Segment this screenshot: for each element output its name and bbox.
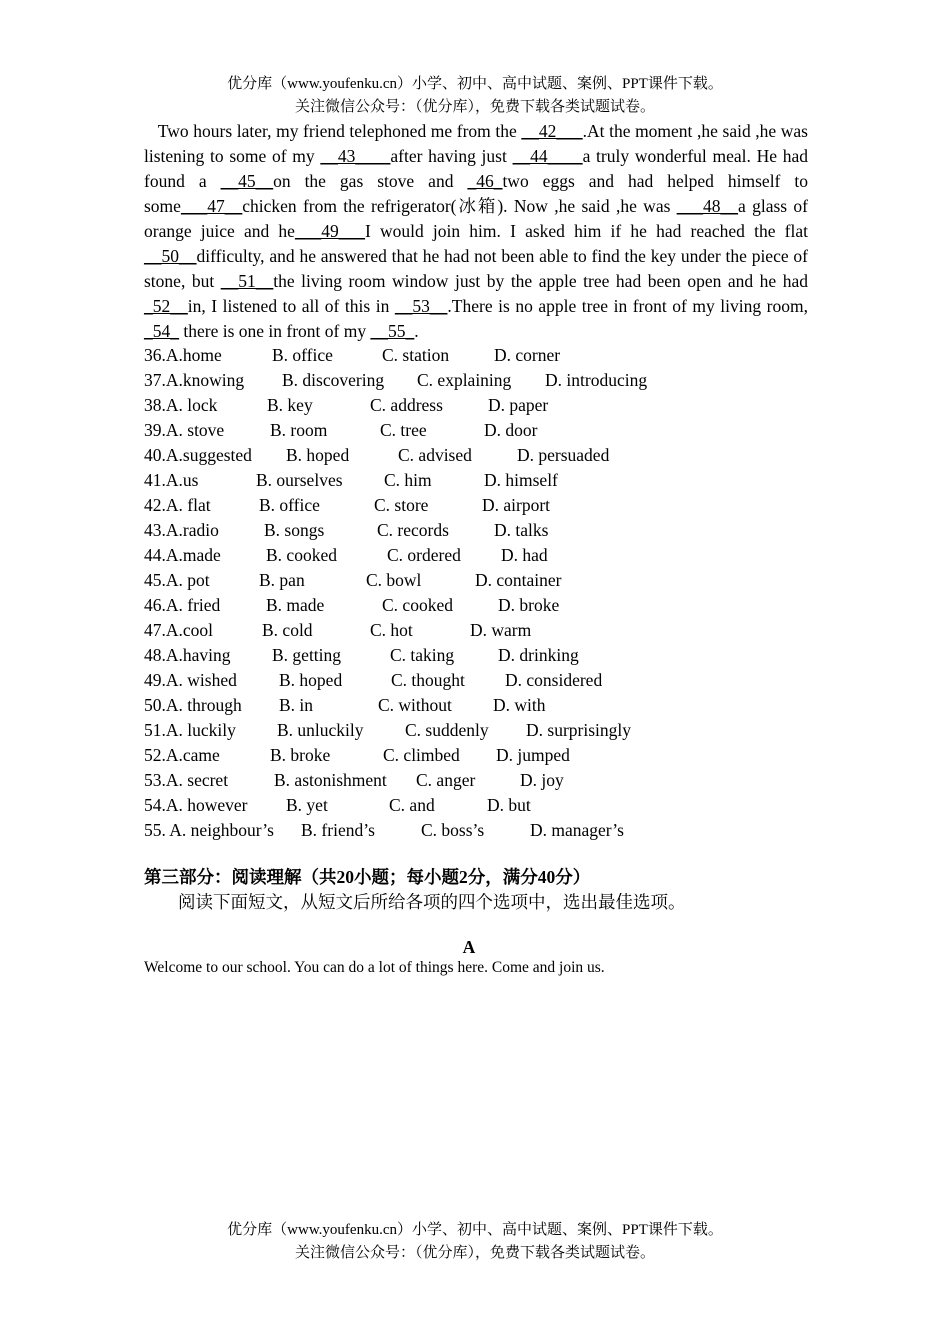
option-a: 39.A. stove bbox=[144, 420, 225, 440]
option-a: 36.A.home bbox=[144, 345, 222, 365]
option-c: C. bowl bbox=[366, 570, 422, 590]
option-b: B. cold bbox=[262, 620, 313, 640]
passage-text: .There is no apple tree in front of my living room, bbox=[447, 296, 808, 316]
option-a: 49.A. wished bbox=[144, 670, 237, 690]
blank-44: __44____ bbox=[512, 146, 583, 166]
option-row bbox=[144, 618, 808, 643]
option-row bbox=[144, 443, 808, 468]
option-row bbox=[144, 368, 808, 393]
blank-46: _46_ bbox=[467, 171, 503, 191]
option-d: D. broke bbox=[498, 595, 560, 615]
header-line-2: 关注微信公众号：（优分库），免费下载各类试题试卷。 bbox=[294, 99, 655, 115]
option-d: D. with bbox=[493, 695, 546, 715]
option-row bbox=[144, 393, 808, 418]
option-a: 51.A. luckily bbox=[144, 720, 236, 740]
blank-49: ___49___ bbox=[294, 221, 365, 241]
option-a: 45.A. pot bbox=[144, 570, 210, 590]
passage-text: I would join him. I asked him if he had reached the flat bbox=[364, 221, 808, 241]
option-a: 46.A. fried bbox=[144, 595, 221, 615]
option-d: D. drinking bbox=[498, 645, 579, 665]
option-row bbox=[144, 743, 808, 768]
option-d: D. had bbox=[501, 545, 548, 565]
passage-text: . bbox=[414, 321, 419, 341]
passage-text: after having just bbox=[390, 146, 513, 166]
option-d: D. container bbox=[475, 570, 562, 590]
option-a: 44.A.made bbox=[144, 545, 221, 565]
blank-45: __45__ bbox=[220, 171, 274, 191]
option-b: B. friend’s bbox=[301, 820, 375, 840]
passage-text: two eggs and had helped himself to some bbox=[144, 171, 808, 216]
option-row bbox=[144, 343, 808, 368]
option-c: C. thought bbox=[391, 670, 465, 690]
option-c: C. hot bbox=[370, 620, 413, 640]
option-b: B. made bbox=[266, 595, 325, 615]
option-b: B. discovering bbox=[282, 370, 385, 390]
passage-text: a truly wonderful meal. He had found a bbox=[144, 146, 808, 191]
option-b: B. astonishment bbox=[274, 770, 387, 790]
option-d: D. joy bbox=[520, 770, 564, 790]
option-b: B. getting bbox=[272, 645, 342, 665]
option-row bbox=[144, 593, 808, 618]
option-d: D. manager’s bbox=[530, 820, 624, 840]
option-row bbox=[144, 493, 808, 518]
option-c: C. without bbox=[378, 695, 452, 715]
option-c: C. advised bbox=[398, 445, 472, 465]
option-c: C. him bbox=[384, 470, 432, 490]
option-a: 37.A.knowing bbox=[144, 370, 245, 390]
option-row bbox=[144, 518, 808, 543]
blank-47: ___47__ bbox=[180, 196, 243, 216]
option-row bbox=[144, 793, 808, 818]
section-instruction: 阅读下面短文，从短文后所给各项的四个选项中，选出最佳选项。 bbox=[178, 892, 686, 912]
option-row bbox=[144, 543, 808, 568]
passage-text: .At the moment ,he said ,he was listening to some of my bbox=[144, 121, 808, 166]
blank-51: __51__ bbox=[220, 271, 274, 291]
option-a: 52.A.came bbox=[144, 745, 220, 765]
option-a: 38.A. lock bbox=[144, 395, 218, 415]
option-d: D. himself bbox=[484, 470, 558, 490]
passage-text: a glass of orange juice and he bbox=[144, 196, 808, 241]
passage-text: the living room window just by the apple tree had been open and he had bbox=[273, 271, 808, 291]
option-b: B. ourselves bbox=[256, 470, 343, 490]
option-d: D. warm bbox=[470, 620, 532, 640]
option-b: B. office bbox=[272, 345, 333, 365]
option-c: C. records bbox=[377, 520, 449, 540]
option-d: D. corner bbox=[494, 345, 561, 365]
section-title: 第三部分：阅读理解（共20小题；每小题2分，满分40分） bbox=[144, 867, 591, 887]
option-d: D. door bbox=[484, 420, 538, 440]
option-row bbox=[144, 818, 808, 843]
option-b: B. office bbox=[259, 495, 320, 515]
option-c: C. explaining bbox=[417, 370, 512, 390]
option-row bbox=[144, 768, 808, 793]
option-a: 40.A.suggested bbox=[144, 445, 252, 465]
header-line-1: 优分库（www.youfenku.cn）小学、初中、高中试题、案例、PPT课件下载。 bbox=[227, 76, 723, 92]
option-d: D. persuaded bbox=[517, 445, 610, 465]
option-c: C. anger bbox=[416, 770, 476, 790]
option-d: D. paper bbox=[488, 395, 549, 415]
option-b: B. hoped bbox=[279, 670, 343, 690]
option-c: C. taking bbox=[390, 645, 455, 665]
option-b: B. room bbox=[270, 420, 328, 440]
page-footer bbox=[0, 1219, 950, 1265]
option-d: D. surprisingly bbox=[526, 720, 631, 740]
option-d: D. airport bbox=[482, 495, 551, 515]
option-row bbox=[144, 643, 808, 668]
option-a: 48.A.having bbox=[144, 645, 231, 665]
footer-line-2: 关注微信公众号：（优分库），免费下载各类试题试卷。 bbox=[294, 1245, 655, 1261]
option-b: B. broke bbox=[270, 745, 331, 765]
option-c: C. address bbox=[370, 395, 443, 415]
blank-48: ___48__ bbox=[676, 196, 738, 216]
option-c: C. store bbox=[374, 495, 429, 515]
option-a: 47.A.cool bbox=[144, 620, 214, 640]
passage-text: on the gas stove and bbox=[273, 171, 468, 191]
option-c: C. and bbox=[389, 795, 435, 815]
option-b: B. pan bbox=[259, 570, 305, 590]
option-b: B. hoped bbox=[286, 445, 350, 465]
option-d: D. considered bbox=[505, 670, 603, 690]
blank-43: __43____ bbox=[320, 146, 391, 166]
option-row bbox=[144, 693, 808, 718]
option-b: B. songs bbox=[264, 520, 325, 540]
passage-a-title: A bbox=[462, 937, 476, 957]
blank-50: __50__ bbox=[144, 246, 197, 266]
answer-options-list bbox=[144, 343, 808, 843]
option-d: D. but bbox=[487, 795, 531, 815]
option-b: B. unluckily bbox=[277, 720, 364, 740]
option-row bbox=[144, 468, 808, 493]
option-b: B. in bbox=[279, 695, 314, 715]
passage-text: chicken from the refrigerator(冰箱). Now ,he said ,he was bbox=[242, 196, 677, 216]
page-header bbox=[0, 73, 950, 119]
option-c: C. boss’s bbox=[421, 820, 485, 840]
option-a: 43.A.radio bbox=[144, 520, 219, 540]
option-c: C. ordered bbox=[387, 545, 461, 565]
option-d: D. introducing bbox=[545, 370, 648, 390]
option-c: C. cooked bbox=[382, 595, 453, 615]
blank-42: __42___ bbox=[521, 121, 583, 141]
passage-text: difficulty, and he answered that he had not been able to find the key under the piece of stone, but bbox=[144, 246, 808, 291]
blank-52: _52__ bbox=[144, 296, 188, 316]
option-c: C. suddenly bbox=[405, 720, 489, 740]
option-a: 41.A.us bbox=[144, 470, 199, 490]
cloze-passage bbox=[144, 119, 808, 344]
blank-55: __55_ bbox=[370, 321, 415, 341]
option-a: 42.A. flat bbox=[144, 495, 211, 515]
blank-54: _54_ bbox=[144, 321, 179, 341]
option-c: C. tree bbox=[380, 420, 427, 440]
option-b: B. cooked bbox=[266, 545, 337, 565]
option-d: D. jumped bbox=[496, 745, 570, 765]
option-row bbox=[144, 668, 808, 693]
passage-text: in, I listened to all of this in bbox=[187, 296, 395, 316]
passage-text: Two hours later, my friend telephoned me from the bbox=[157, 121, 522, 141]
passage-text: there is one in front of my bbox=[179, 321, 371, 341]
option-c: C. station bbox=[382, 345, 450, 365]
option-a: 54.A. however bbox=[144, 795, 248, 815]
passage-a-text: Welcome to our school. You can do a lot of things here. Come and join us. bbox=[144, 959, 605, 976]
option-c: C. climbed bbox=[383, 745, 460, 765]
footer-line-1: 优分库（www.youfenku.cn）小学、初中、高中试题、案例、PPT课件下载。 bbox=[227, 1222, 723, 1238]
option-a: 50.A. through bbox=[144, 695, 242, 715]
option-b: B. yet bbox=[286, 795, 328, 815]
blank-53: __53__ bbox=[394, 296, 448, 316]
option-row bbox=[144, 718, 808, 743]
option-d: D. talks bbox=[494, 520, 549, 540]
option-row bbox=[144, 418, 808, 443]
option-row bbox=[144, 568, 808, 593]
option-a: 53.A. secret bbox=[144, 770, 229, 790]
option-a: 55. A. neighbour’s bbox=[144, 820, 274, 840]
option-b: B. key bbox=[267, 395, 313, 415]
